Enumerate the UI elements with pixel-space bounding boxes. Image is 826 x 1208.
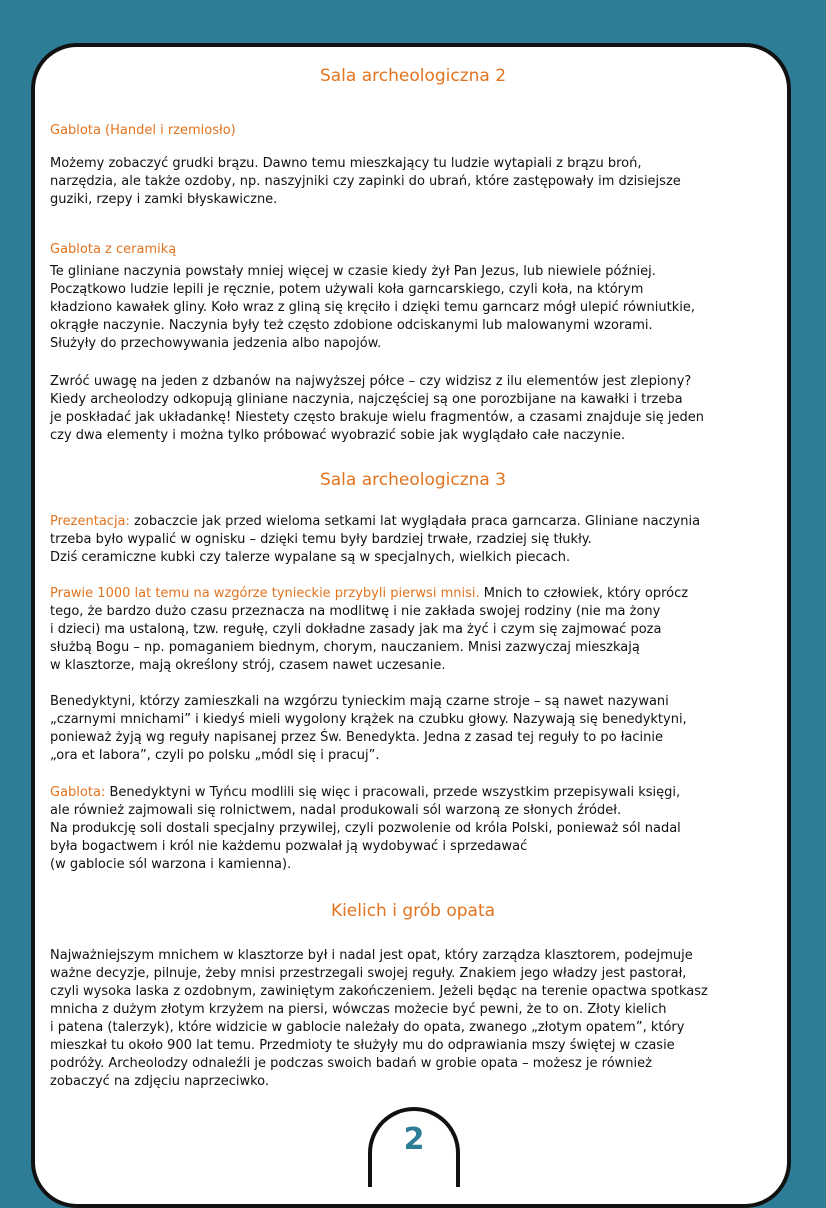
paragraph-abbot: Najważniejszym mnichem w klasztorze był i nadal jest opat, który zarządza klasztorem, podejmuje ważne decyzje, pilnuje, żeby mnisi przestrzegali swojej reguły. Znakiem jego władzy jest pastorał, czyli wysoka laska z ozdobnym, zawiniętym zakończeniem. Jeżeli będąc na terenie opactwa spotkasz mnicha z dużym złotym krzyżem na piersi, wówczas możecie być pewni, że to on. Złoty kielich i patena (talerzyk), które widzicie w gablocie należały do opata, zwanego „złotym opatem”, który mieszkał tu około 900 lat temu. Przedmioty te służyły mu do odprawiania mszy świętej w czasie podróży. Archeolodzy odnaleźli je podczas swoich badań w grobie opata – możesz je również zobaczyć na zdjęciu naprzeciwko. — [50, 948, 708, 1089]
paragraph-benedictines: Benedyktyni, którzy zamieszkali na wzgórzu tynieckim mają czarne stroje – są nawet nazywani „czarnymi mnichami” i kiedyś mieli wygolony krążek na czubku głowy. Nazywają się benedyktyni, ponieważ żyją wg reguły napisanej przez Św. Benedykta. Jedna z zasad tej reguły to po łacinie „ora et labora”, czyli po polsku „módl się i pracuj”. — [50, 694, 687, 763]
paragraph-bronze: Możemy zobaczyć grudki brązu. Dawno temu mieszkający tu ludzie wytapiali z brązu broń, narzędzia, ale także ozdoby, np. naszyjniki czy zapinki do ubrań, które zastępowały im dzisiejsze guziki, rzepy i zamki błyskawiczne. — [50, 156, 681, 207]
showcase-lead: Gablota: — [50, 785, 106, 800]
monks-lead: Prawie 1000 lat temu na wzgórze tynieckie przybyli pierwsi mnisi. — [50, 586, 480, 601]
presentation-text: zobaczcie jak przed wieloma setkami lat wyglądała praca garncarza. Gliniane naczynia trzeba było wypalić w ognisku – dzięki temu były bardziej trwałe, rzadziej się tłukły. Dziś ceramiczne kubki czy talerze wypalane są w specjalnych, wielkich piecach. — [50, 514, 701, 565]
subheading-trade-crafts: Gablota (Handel i rzemiosło) — [50, 123, 236, 138]
section-title-archeology-2: Sala archeologiczna 2 — [319, 66, 507, 86]
page-number: 2 — [403, 1122, 425, 1157]
paragraph-presentation — [50, 513, 792, 567]
paragraph-monks — [50, 585, 792, 675]
paragraph-clay-vessels: Te gliniane naczynia powstały mniej więcej w czasie kiedy żył Pan Jezus, lub niewiele później. Początkowo ludzie lepili je ręcznie, potem używali koła garncarskiego, czyli koła, na którym kładziono kawałek gliny. Koło wraz z gliną się kręciło i dzięki temu garncarz mógł ulepić równiutkie, okrągłe naczynie. Naczynia były też często zdobione odciskanymi lub malowanymi wzorami. Służyły do przechowywania jedzenia albo napojów. — [50, 264, 696, 351]
paragraph-showcase-salt — [50, 784, 792, 874]
paragraph-jug: Zwróć uwagę na jeden z dzbanów na najwyższej półce – czy widzisz z ilu elementów jest zlepiony? Kiedy archeolodzy odkopują gliniane naczynia, najczęściej są one porozbijane na kawałki i trzeba je poskładać jak układankę! Niestety często brakuje wielu fragmentów, a czasami znajduje się jeden czy dwa elementy i można tylko próbować wyobrazić sobie jak wyglądało całe naczynie. — [50, 374, 705, 443]
section-title-archeology-3: Sala archeologiczna 3 — [319, 470, 507, 490]
showcase-text: Benedyktyni w Tyńcu modlili się więc i pracowali, przede wszystkim przepisywali księgi, ale również zajmowali się rolnictwem, nadal produkowali sól warzoną ze słonych źródeł. Na produkcję soli dostali specjalny przywilej, czyli pozwolenie od króla Polski, ponieważ sól nadal była bogactwem i król nie każdemu pozwalał ją wydobywać i sprzedawać (w gablocie sól warzona i kamienna). — [50, 785, 681, 872]
section-title-chalice: Kielich i grób opata — [330, 901, 496, 921]
monks-text: Mnich to człowiek, który oprócz tego, że bardzo dużo czasu przeznacza na modlitwę i nie zakłada swojej rodziny (nie ma żony i dzieci) ma ustaloną, tzw. regułę, czyli dokładne zasady jak ma żyć i czym się zajmować poza służbą Bogu – np. pomaganiem biednym, chorym, nauczaniem. Mnisi zazwyczaj mieszkają w klasztorze, mają określony strój, czasem nawet uczesanie. — [50, 586, 689, 673]
subheading-ceramics: Gablota z ceramiką — [50, 242, 177, 257]
presentation-lead: Prezentacja: — [50, 514, 130, 529]
